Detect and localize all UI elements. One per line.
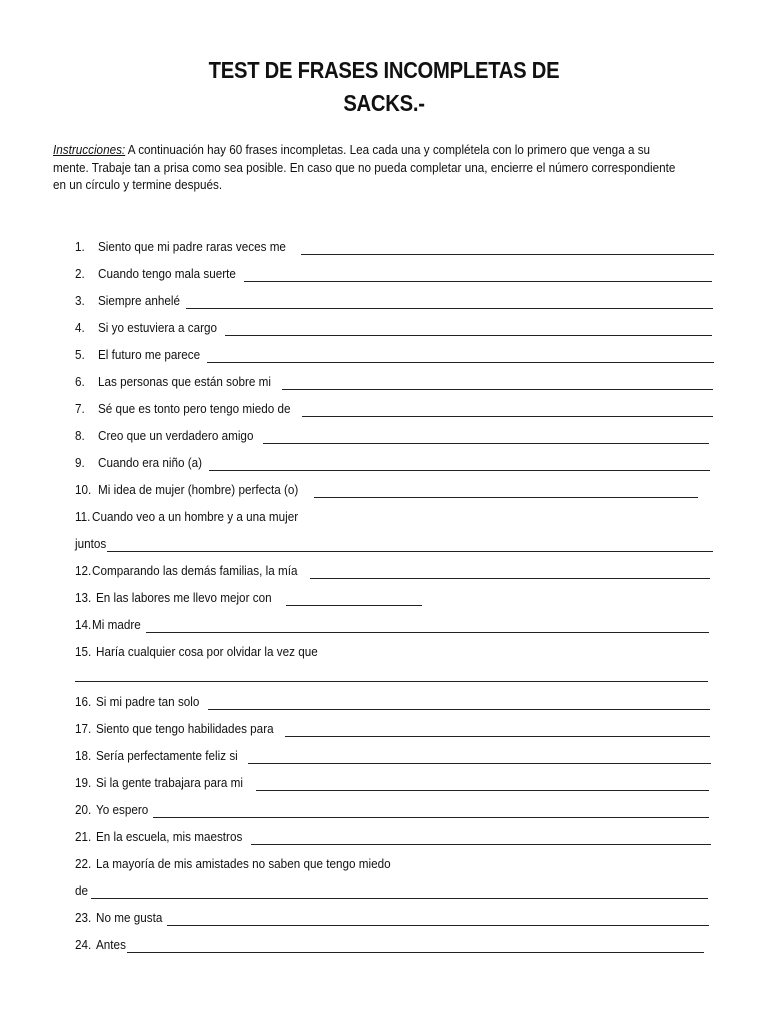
answer-line[interactable]	[286, 605, 422, 606]
item-prompt-continuation: de	[75, 883, 89, 898]
answer-line[interactable]	[153, 817, 709, 818]
answer-line[interactable]	[146, 632, 709, 633]
item-prompt: Si la gente trabajara para mi	[96, 775, 243, 790]
item-number: 21.	[75, 829, 92, 844]
answer-line[interactable]	[285, 736, 710, 737]
answer-line[interactable]	[208, 709, 710, 710]
answer-line[interactable]	[310, 578, 710, 579]
item-number: 11.	[75, 509, 91, 524]
item-prompt-continuation: juntos	[75, 536, 107, 551]
item-prompt: Siento que tengo habilidades para	[96, 721, 274, 736]
answer-line[interactable]	[75, 681, 708, 682]
item-number: 17.	[75, 721, 92, 736]
item-number: 22.	[75, 856, 92, 871]
answer-line[interactable]	[127, 952, 704, 953]
item-prompt: En las labores me llevo mejor con	[96, 590, 272, 605]
item-number: 15.	[75, 644, 92, 659]
item-prompt: Cuando era niño (a)	[98, 455, 203, 470]
answer-line[interactable]	[301, 254, 714, 255]
item-prompt: No me gusta	[96, 910, 163, 925]
item-prompt: Antes	[96, 937, 126, 952]
answer-line[interactable]	[107, 551, 713, 552]
answer-line[interactable]	[256, 790, 709, 791]
item-prompt: Sé que es tonto pero tengo miedo de	[98, 401, 291, 416]
item-number: 20.	[75, 802, 92, 817]
item-number: 3.	[75, 293, 85, 308]
document-title-line-2: SACKS.-	[343, 90, 425, 116]
document-title-line-1: TEST DE FRASES INCOMPLETAS DE	[208, 57, 560, 83]
item-prompt: Haría cualquier cosa por olvidar la vez que	[96, 644, 318, 659]
item-prompt: Las personas que están sobre mi	[98, 374, 272, 389]
answer-line[interactable]	[244, 281, 712, 282]
item-number: 23.	[75, 910, 92, 925]
item-number: 24.	[75, 937, 92, 952]
item-prompt: Mi idea de mujer (hombre) perfecta (o)	[98, 482, 299, 497]
answer-line[interactable]	[302, 416, 713, 417]
item-prompt: Sería perfectamente feliz si	[96, 748, 238, 763]
item-number: 19.	[75, 775, 92, 790]
answer-line[interactable]	[225, 335, 712, 336]
answer-line[interactable]	[209, 470, 710, 471]
answer-line[interactable]	[248, 763, 711, 764]
item-prompt: Si mi padre tan solo	[96, 694, 200, 709]
item-number: 5.	[75, 347, 85, 362]
item-number: 6.	[75, 374, 85, 389]
item-number: 18.	[75, 748, 92, 763]
item-number: 1.	[75, 239, 85, 254]
item-prompt: Cuando veo a un hombre y a una mujer	[92, 509, 299, 524]
item-number: 9.	[75, 455, 85, 470]
item-number: 10.	[75, 482, 92, 497]
item-number: 8.	[75, 428, 85, 443]
item-number: 2.	[75, 266, 85, 281]
item-number: 7.	[75, 401, 85, 416]
answer-line[interactable]	[167, 925, 709, 926]
instructions-label: Instrucciones:	[53, 142, 126, 157]
instructions-text-line-3: en un círculo y termine después.	[53, 177, 223, 192]
item-number: 4.	[75, 320, 85, 335]
answer-line[interactable]	[207, 362, 714, 363]
item-number: 16.	[75, 694, 92, 709]
item-prompt: Comparando las demás familias, la mía	[92, 563, 298, 578]
answer-line[interactable]	[91, 898, 708, 899]
item-prompt: Siempre anhelé	[98, 293, 180, 308]
item-number: 13.	[75, 590, 92, 605]
item-prompt: Yo espero	[96, 802, 149, 817]
item-prompt: Si yo estuviera a cargo	[98, 320, 218, 335]
answer-line[interactable]	[314, 497, 698, 498]
item-number: 14.	[75, 617, 92, 632]
item-prompt: Cuando tengo mala suerte	[98, 266, 236, 281]
item-prompt: El futuro me parece	[98, 347, 201, 362]
item-prompt: En la escuela, mis maestros	[96, 829, 243, 844]
instructions-text-line-1: A continuación hay 60 frases incompletas. Lea cada una y complétela con lo primero que venga a su	[125, 142, 651, 157]
answer-line[interactable]	[186, 308, 713, 309]
item-prompt: Creo que un verdadero amigo	[98, 428, 254, 443]
item-prompt: Mi madre	[92, 617, 141, 632]
instructions-text-line-2: mente. Trabaje tan a prisa como sea posible. En caso que no pueda completar una, encierre el número correspondiente	[53, 159, 676, 175]
item-prompt: La mayoría de mis amistades no saben que tengo miedo	[96, 856, 391, 871]
item-prompt: Siento que mi padre raras veces me	[98, 239, 286, 254]
item-number: 12.	[75, 563, 92, 578]
answer-line[interactable]	[263, 443, 709, 444]
answer-line[interactable]	[282, 389, 713, 390]
answer-line[interactable]	[251, 844, 711, 845]
